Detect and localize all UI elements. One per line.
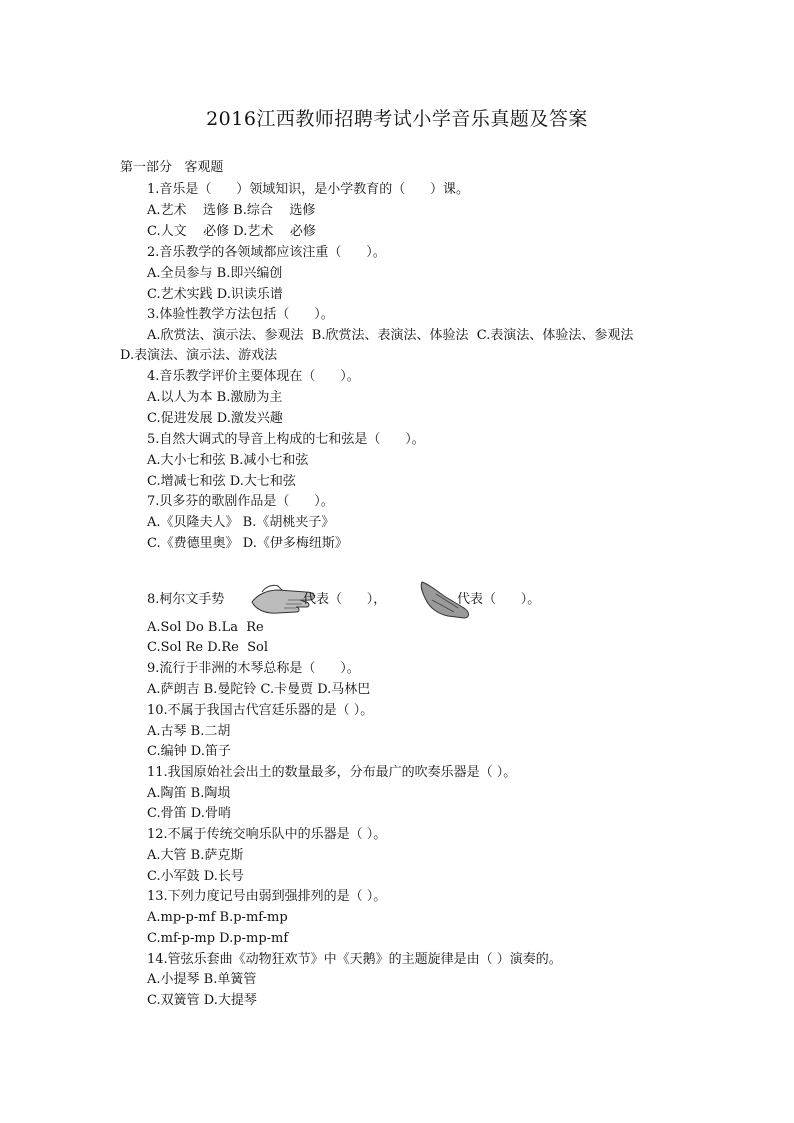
- q8-line: [147, 562, 541, 612]
- q4-options-ab: A.以人为本 B.激励为主: [147, 390, 283, 405]
- q1-text: 1.音乐是（ ）领域知识，是小学教育的（ ）课。: [147, 182, 469, 197]
- q1-options-ab: A.艺术 选修 B.综合 选修: [147, 203, 316, 218]
- q14-text: 14.管弦乐套曲《动物狂欢节》中《天鹅》的主题旋律是由（ ）演奏的。: [147, 952, 562, 967]
- q2-options-cd: C.艺术实践 D.识读乐谱: [147, 287, 283, 302]
- q2-options-ab: A.全员参与 B.即兴编创: [147, 266, 283, 281]
- q8-options-cd: C.Sol Re D.Re Sol: [147, 640, 268, 655]
- q9-options: A.萨朗吉 B.曼陀铃 C.卡曼贾 D.马林巴: [147, 682, 371, 697]
- page-title: 2016江西教师招聘考试小学音乐真题及答案: [206, 108, 588, 130]
- q7-text: 7.贝多芬的歌剧作品是（ ）。: [147, 494, 334, 509]
- q10-options-cd: C.编钟 D.笛子: [147, 744, 231, 759]
- q3-text: 3.体验性教学方法包括（ ）。: [147, 307, 334, 322]
- q14-options-ab: A.小提琴 B.单簧管: [147, 972, 257, 987]
- q10-text: 10.不属于我国古代宫廷乐器的是（ ）。: [147, 703, 374, 718]
- q3-options-abc: A.欣赏法、演示法、参观法 B.欣赏法、表演法、体验法 C.表演法、体验法、参观法: [147, 328, 634, 343]
- q5-text: 5.自然大调式的导音上构成的七和弦是（ ）。: [147, 432, 425, 447]
- q11-options-cd: C.骨笛 D.骨哨: [147, 806, 231, 821]
- q12-text: 12.不属于传统交响乐队中的乐器是（ ）。: [147, 827, 387, 842]
- q11-options-ab: A.陶笛 B.陶埙: [147, 786, 231, 801]
- q8-prefix: 8.柯尔文手势: [147, 592, 225, 607]
- q8-middle: 代表（ ），: [303, 592, 387, 607]
- q5-options-cd: C.增减七和弦 D.大七和弦: [147, 474, 296, 489]
- q11-text: 11.我国原始社会出土的数量最多，分布最广的吹奏乐器是（ ）。: [147, 765, 517, 780]
- q8-options-ab: A.Sol Do B.La Re: [147, 620, 264, 635]
- q14-options-cd: C.双簧管 D.大提琴: [147, 993, 257, 1008]
- q9-text: 9.流行于非洲的木琴总称是（ ）。: [147, 661, 360, 676]
- q13-options-ab: A.mp-p-mf B.p-mf-mp: [147, 910, 288, 925]
- q12-options-ab: A.大管 B.萨克斯: [147, 848, 244, 863]
- q13-options-cd: C.mf-p-mp D.p-mp-mf: [147, 931, 289, 946]
- q8-suffix: 代表（ ）。: [457, 592, 541, 607]
- section-heading: 第一部分 客观题: [120, 160, 224, 175]
- q5-options-ab: A.大小七和弦 B.减小七和弦: [147, 453, 309, 468]
- q10-options-ab: A.古琴 B.二胡: [147, 724, 231, 739]
- q3-option-d: D.表演法、演示法、游戏法: [120, 348, 278, 363]
- q2-text: 2.音乐教学的各领域都应该注重（ ）。: [147, 245, 386, 260]
- q1-options-cd: C.人文 必修 D.艺术 必修: [147, 224, 316, 239]
- q13-text: 13.下列力度记号由弱到强排列的是（ ）。: [147, 889, 387, 904]
- q7-options-cd: C.《费德里奥》 D.《伊多梅纽斯》: [147, 536, 348, 551]
- q7-options-ab: A.《贝隆夫人》 B.《胡桃夹子》: [147, 515, 335, 530]
- q4-options-cd: C.促进发展 D.激发兴趣: [147, 411, 283, 426]
- q4-text: 4.音乐教学评价主要体现在（ ）。: [147, 369, 360, 384]
- q12-options-cd: C.小军鼓 D.长号: [147, 869, 244, 884]
